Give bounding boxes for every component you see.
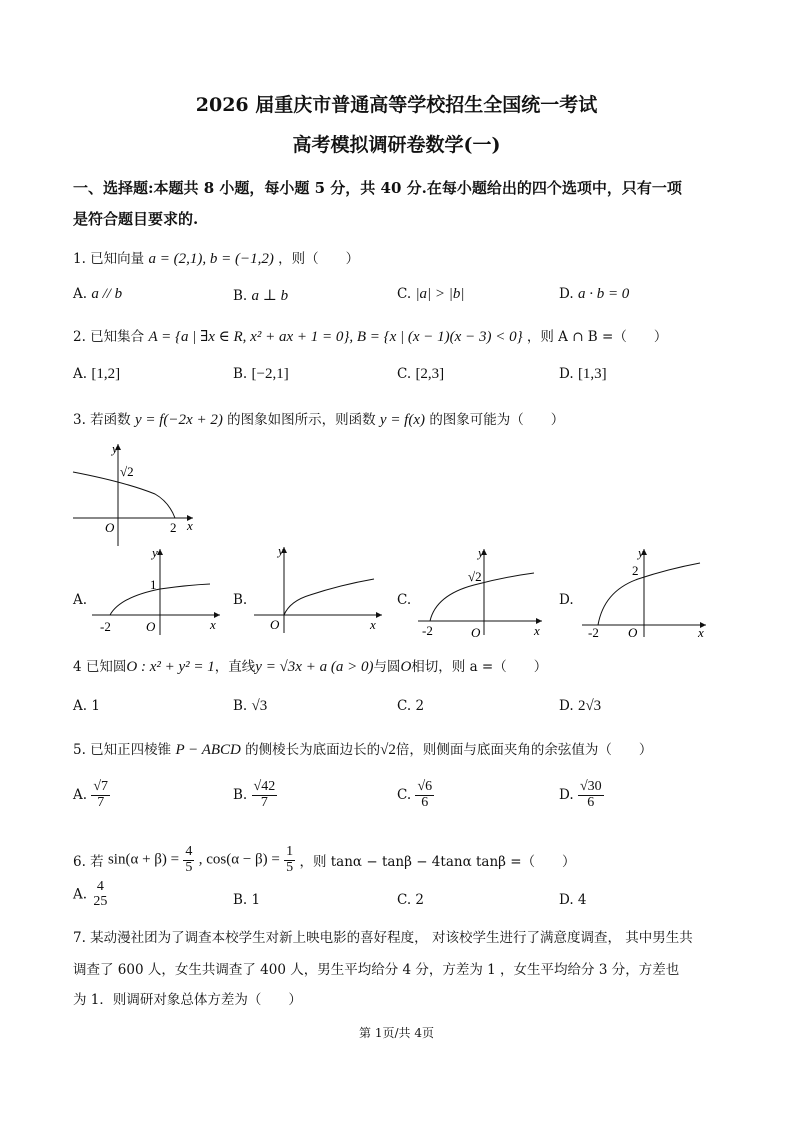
q2-sets: A = {a | ∃x ∈ R, x² + ax + 1 = 0}, B = {x | (x − 1)(x − 3) < 0} (148, 329, 523, 345)
q3-option-b-label[interactable]: B. (233, 592, 248, 608)
svg-text:y: y (638, 545, 644, 560)
section-heading-line2: 是符合题目要求的. (73, 210, 199, 228)
exam-subtitle: 高考模拟调研卷数学(一) (292, 134, 501, 156)
question-3: 3. 若函数 y = f(−2x + 2) 的图象如图所示，则函数 y = f(x) 的图象可能为（ ） (73, 412, 565, 428)
question-7-line2: 调查了 600 人，女生共调查了 400 人，男生平均给分 4 分，方差为 1 ，女生平均给分 3 分，方差也 (73, 962, 680, 978)
q3-stem: 3. 若函数 (73, 412, 131, 428)
q4-option-a[interactable]: A. 1 (73, 698, 100, 714)
q4-option-d[interactable]: D. 2√3 (559, 698, 602, 714)
svg-text:x: x (210, 617, 216, 632)
q5-option-c[interactable]: C. $\frac{√6}{6}$ (397, 779, 433, 810)
q3-main-y-tick: √2 (120, 464, 134, 479)
q5-stem: 5. 已知正四棱锥 (73, 742, 172, 758)
q6-option-b[interactable]: B. 1 (233, 892, 261, 908)
q3-main-origin: O (105, 520, 115, 535)
q1-stem: 1. 已知向量 (73, 251, 145, 267)
q3-option-b-graph[interactable] (250, 543, 390, 635)
q2-option-c[interactable]: C. [2,3] (397, 366, 445, 382)
q1-option-c[interactable]: C. |a| > |b| (397, 286, 465, 302)
section-heading-line1: 一、选择题:本题共 8 小题，每小题 5 分，共 40 分.在每小题给出的四个选项中，只有一项 (73, 179, 682, 197)
q5-option-a[interactable]: A. $\frac{√7}{7}$ (73, 779, 109, 810)
q6-option-d[interactable]: D. 4 (559, 892, 587, 908)
q2-stem: 2. 已知集合 (73, 329, 145, 345)
question-1 (73, 247, 359, 268)
q6-option-c[interactable]: C. 2 (397, 892, 425, 908)
q1-option-a[interactable]: A. a // b (73, 286, 123, 302)
q3-main-x-label: x (187, 518, 193, 533)
question-4: 4 已知圆O : x² + y² = 1，直线y = √3x + a (a > 0)与圆O相切，则 a =（ ） (73, 659, 548, 675)
svg-text:x: x (698, 625, 704, 637)
q6-stem: 6. 若 (73, 854, 104, 871)
q5-option-d[interactable]: D. $\frac{√30}{6}$ (559, 779, 602, 810)
q3-option-a-label[interactable]: A. (73, 592, 88, 608)
svg-text:2: 2 (632, 563, 639, 578)
question-2 (73, 325, 667, 346)
q2-tail: ，则 A ∩ B =（ ） (526, 329, 668, 345)
svg-text:y: y (478, 545, 484, 560)
svg-text:y: y (152, 545, 158, 560)
q3-main-x-tick: 2 (170, 520, 177, 535)
svg-text:x: x (534, 623, 540, 637)
q3-expr2: y = f(x) (379, 412, 426, 428)
q1-option-b[interactable]: B. a ⊥ b (233, 288, 289, 304)
svg-text:√2: √2 (468, 569, 482, 584)
q2-option-a[interactable]: A. [1,2] (73, 366, 121, 382)
svg-text:O: O (146, 619, 156, 634)
svg-text:x: x (370, 617, 376, 632)
q3-option-c-graph[interactable] (414, 545, 549, 637)
question-5: 5. 已知正四棱锥 P − ABCD 的侧棱长为底面边长的√2倍，则侧面与底面夹角的余弦值为（ ） (73, 742, 653, 758)
question-7-line3: 为 1．则调研对象总体方差为（ ） (73, 992, 302, 1008)
svg-text:O: O (628, 625, 638, 637)
q4-stem: 4 已知圆 (73, 659, 127, 675)
svg-text:O: O (471, 625, 481, 637)
q2-option-b[interactable]: B. [−2,1] (233, 366, 289, 382)
q3-option-d-label[interactable]: D. (559, 592, 574, 608)
q3-option-c-label[interactable]: C. (397, 592, 412, 608)
page-footer: 第 1页/共 4页 (359, 1026, 434, 1040)
svg-text:O: O (270, 617, 280, 632)
question-7-line1: 7. 某动漫社团为了调查本校学生对新上映电影的喜好程度， 对该校学生进行了满意度调查， 其中男生共 (73, 930, 693, 946)
q1-tail: ，则（ ） (278, 251, 360, 267)
q1-vectors: a = (2,1), b = (−1,2) (148, 251, 274, 267)
q1-option-d[interactable]: D. a · b = 0 (559, 286, 630, 302)
q3-expr1: y = f(−2x + 2) (134, 412, 223, 428)
q3-option-d-graph[interactable] (578, 545, 713, 637)
q3-option-a-graph[interactable] (88, 545, 228, 637)
svg-text:1: 1 (150, 577, 157, 592)
q6-option-a[interactable]: A. 4 25 (73, 879, 108, 909)
q3-main-y-label: y (112, 441, 118, 456)
question-6: 6. 若 sin(α + β) = $\frac{4}{5}$ , cos(α − β) = $\frac{1}{5}$ ，则 tanα − tanβ − 4tanα tanβ =（ ） (73, 844, 576, 875)
q4-option-c[interactable]: C. 2 (397, 698, 425, 714)
svg-text:y: y (278, 543, 284, 558)
q3-main-graph (65, 438, 205, 550)
q4-option-b[interactable]: B. √3 (233, 698, 268, 714)
q5-option-b[interactable]: B. $\frac{√42}{7}$ (233, 779, 276, 810)
svg-text:-2: -2 (100, 619, 111, 634)
svg-text:-2: -2 (422, 623, 433, 637)
exam-title: 2026 届重庆市普通高等学校招生全国统一考试 (195, 94, 598, 116)
q2-option-d[interactable]: D. [1,3] (559, 366, 607, 382)
svg-text:-2: -2 (588, 625, 599, 637)
